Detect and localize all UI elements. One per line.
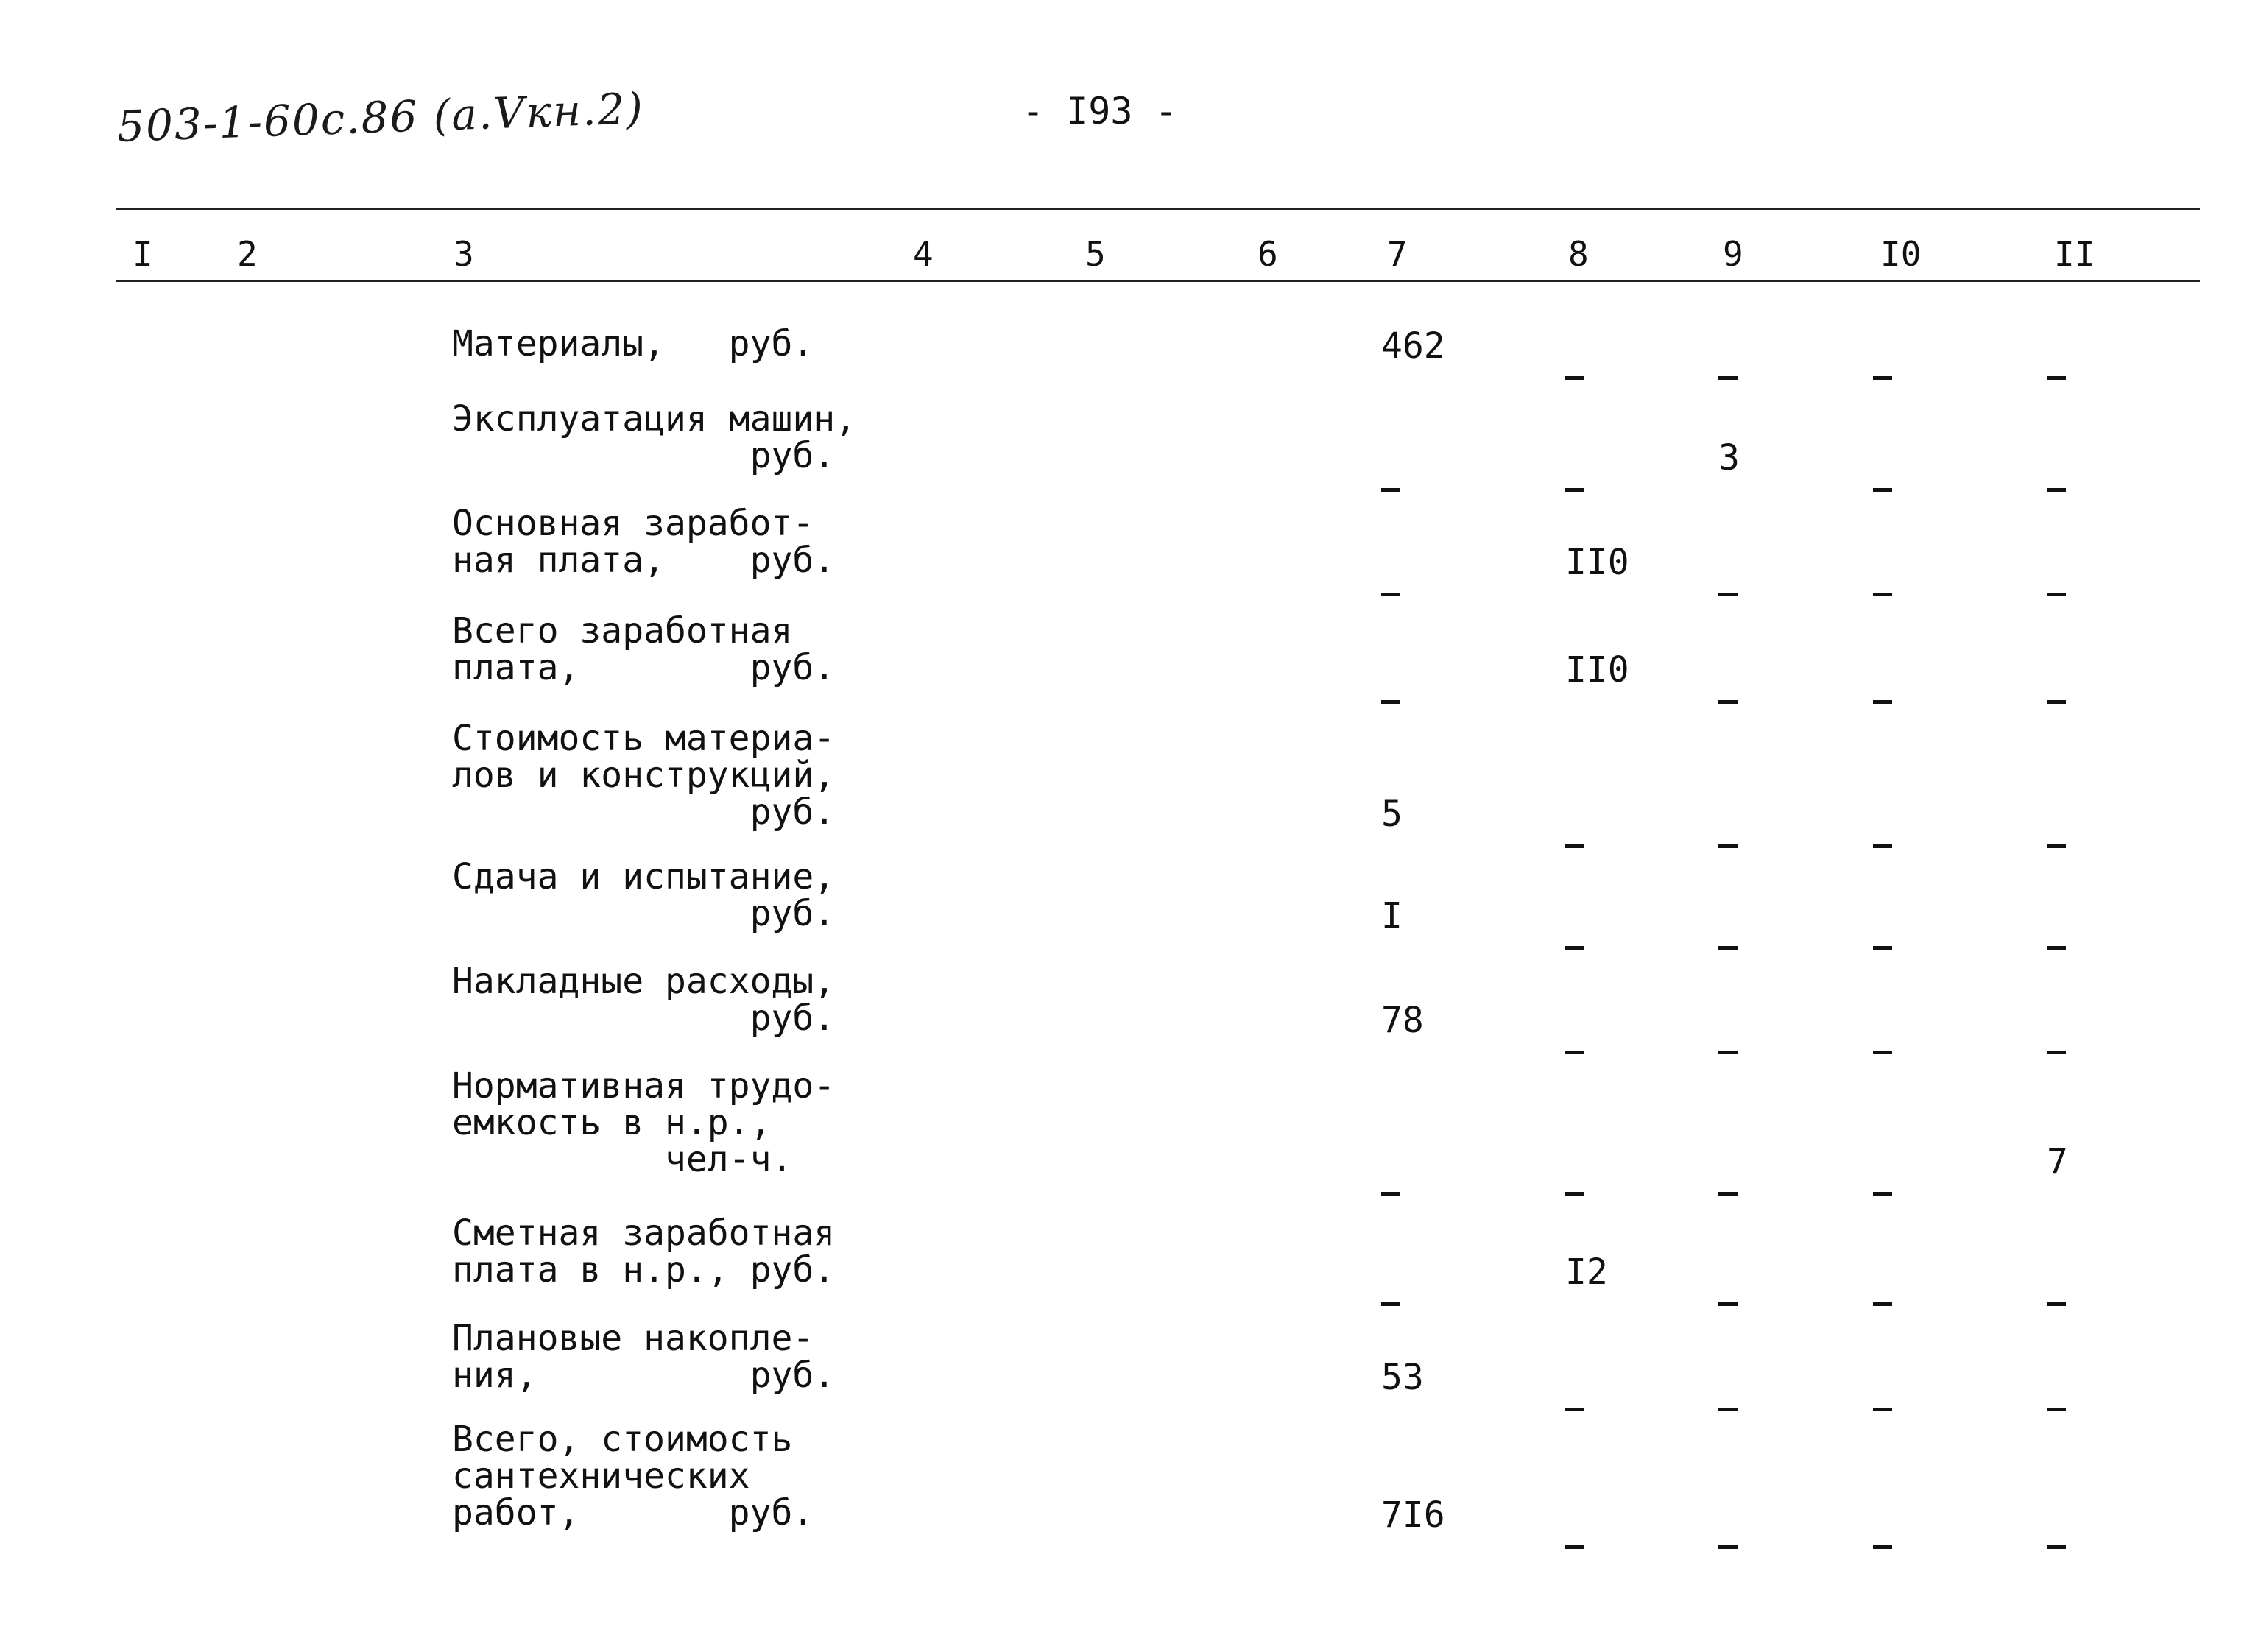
table-cell-col-11: [2047, 1517, 2066, 1558]
row-label: [452, 1320, 850, 1394]
table-cell-col-9: [1718, 564, 1738, 605]
table-cell-col-7: 462: [1381, 325, 1445, 367]
dash-mark: [1565, 1051, 1584, 1054]
row-label: [452, 610, 850, 688]
dash-mark: [2047, 946, 2066, 950]
row-label: [452, 963, 850, 1037]
table-cell-col-7: [1381, 671, 1400, 713]
row-label-line: руб.: [452, 435, 836, 476]
dash-mark: [1718, 700, 1738, 704]
row-label-line: Всего заработная: [452, 610, 793, 652]
dash-mark: [1381, 488, 1400, 492]
column-number-8: 8: [1568, 234, 1589, 274]
row-label-line: лов и конструкций,: [452, 755, 836, 796]
table-cell-col-7: [1381, 1274, 1400, 1315]
dash-mark: [1381, 593, 1400, 596]
table-cell-col-11: [2047, 347, 2066, 389]
dash-mark: [1873, 1408, 1892, 1411]
handwritten-reference: 503-1-60с.86 (а.Vкн.2): [116, 83, 646, 152]
dash-mark: [1873, 946, 1892, 950]
table-cell-col-10: [1873, 1274, 1892, 1315]
table-cell-col-7: 7I6: [1381, 1494, 1445, 1536]
dash-mark: [1873, 376, 1892, 380]
dash-mark: [1718, 1545, 1738, 1549]
dash-mark: [1718, 1302, 1738, 1306]
dash-mark: [1565, 488, 1584, 492]
table-cell-col-9: [1718, 1274, 1738, 1315]
header-top-rule: [116, 208, 2200, 210]
row-label: [452, 718, 850, 833]
table-cell-col-11: [2047, 917, 2066, 959]
column-number-11: II: [2054, 234, 2095, 274]
dash-mark: [1873, 844, 1892, 848]
table-cell-col-8: [1565, 1379, 1584, 1420]
dash-mark: [1718, 844, 1738, 848]
table-cell-col-9: [1718, 347, 1738, 389]
row-label: [452, 1212, 850, 1291]
row-label: [452, 398, 857, 476]
table-cell-col-9: [1718, 917, 1738, 959]
dash-mark: [2047, 376, 2066, 380]
row-label-line: Материалы, руб.: [452, 323, 814, 364]
table-cell-col-7: [1381, 1163, 1400, 1204]
table-cell-col-11: [2047, 564, 2066, 605]
row-label-line: Всего, стоимость: [452, 1419, 793, 1460]
row-label-line: Стоимость материа-: [452, 718, 836, 759]
dash-mark: [1873, 1192, 1892, 1196]
table-cell-col-11: [2047, 1274, 2066, 1315]
table-cell-col-8: II0: [1565, 542, 1629, 583]
table-cell-col-7: [1381, 459, 1400, 501]
dash-mark: [2047, 1302, 2066, 1306]
column-number-4: 4: [913, 234, 934, 274]
table-cell-col-10: [1873, 459, 1892, 501]
table-cell-col-8: [1565, 1163, 1584, 1204]
table-cell-col-10: [1873, 564, 1892, 605]
table-cell-col-10: [1873, 917, 1892, 959]
table-cell-col-8: [1565, 816, 1584, 857]
dash-mark: [2047, 488, 2066, 492]
table-cell-col-10: [1873, 671, 1892, 713]
row-label-line: сантехнических: [452, 1455, 750, 1497]
table-cell-col-8: II0: [1565, 649, 1629, 691]
dash-mark: [1873, 488, 1892, 492]
dash-mark: [1718, 376, 1738, 380]
row-label-line: Плановые накопле-: [452, 1318, 814, 1359]
dash-mark: [1381, 1192, 1400, 1196]
dash-mark: [1381, 1302, 1400, 1306]
dash-mark: [1565, 1192, 1584, 1196]
dash-mark: [2047, 593, 2066, 596]
table-cell-col-10: [1873, 1022, 1892, 1063]
row-label-line: Сдача и испытание,: [452, 856, 836, 897]
dash-mark: [1873, 1545, 1892, 1549]
dash-mark: [1718, 946, 1738, 950]
table-cell-col-8: [1565, 1022, 1584, 1063]
table-cell-col-11: [2047, 671, 2066, 713]
table-cell-col-7: [1381, 564, 1400, 605]
dash-mark: [1565, 1408, 1584, 1411]
table-cell-col-10: [1873, 1163, 1892, 1204]
table-cell-col-10: [1873, 347, 1892, 389]
row-label-line: Сметная заработная: [452, 1212, 836, 1254]
row-label-line: емкость в н.р.,: [452, 1102, 772, 1143]
table-cell-col-10: [1873, 1517, 1892, 1558]
dash-mark: [1381, 700, 1400, 704]
row-label-line: плата, руб.: [452, 647, 836, 688]
table-cell-col-8: [1565, 347, 1584, 389]
table-cell-col-11: 7: [2047, 1141, 2068, 1182]
table-cell-col-9: [1718, 1022, 1738, 1063]
dash-mark: [1718, 1051, 1738, 1054]
dash-mark: [1873, 1051, 1892, 1054]
table-cell-col-11: [2047, 459, 2066, 501]
table-cell-col-11: [2047, 816, 2066, 857]
row-label-line: ния, руб.: [452, 1355, 836, 1396]
dash-mark: [1565, 946, 1584, 950]
page-number: - I93 -: [1022, 90, 1177, 133]
table-cell-col-7: 78: [1381, 1000, 1424, 1041]
column-number-5: 5: [1085, 234, 1106, 274]
table-cell-col-9: 3: [1718, 437, 1740, 479]
row-label-line: плата в н.р., руб.: [452, 1249, 836, 1291]
row-label-line: ная плата, руб.: [452, 540, 836, 581]
row-label-line: Нормативная трудо-: [452, 1065, 836, 1106]
dash-mark: [1565, 844, 1584, 848]
row-label: [452, 1421, 850, 1531]
table-cell-col-8: [1565, 917, 1584, 959]
column-number-10: I0: [1880, 234, 1922, 274]
dash-mark: [1873, 593, 1892, 596]
row-label-line: руб.: [452, 791, 836, 833]
dash-mark: [1718, 1408, 1738, 1411]
row-label-line: руб.: [452, 893, 836, 934]
table-cell-col-10: [1873, 1379, 1892, 1420]
column-number-6: 6: [1258, 234, 1278, 274]
table-cell-col-7: I: [1381, 895, 1403, 936]
table-cell-col-7: 53: [1381, 1357, 1424, 1398]
dash-mark: [1565, 1545, 1584, 1549]
table-cell-col-8: [1565, 1517, 1584, 1558]
row-label-line: Накладные расходы,: [452, 961, 836, 1002]
table-cell-col-7: 5: [1381, 794, 1403, 835]
table-cell-col-11: [2047, 1022, 2066, 1063]
table-cell-col-9: [1718, 1517, 1738, 1558]
row-label-line: работ, руб.: [452, 1492, 814, 1533]
row-label-line: Эксплуатация машин,: [452, 398, 857, 440]
column-number-9: 9: [1723, 234, 1743, 274]
dash-mark: [1718, 593, 1738, 596]
table-cell-col-10: [1873, 816, 1892, 857]
table-cell-col-8: [1565, 459, 1584, 501]
table-cell-col-11: [2047, 1379, 2066, 1420]
row-label: [452, 858, 850, 932]
dash-mark: [2047, 1051, 2066, 1054]
table-cell-col-9: [1718, 1163, 1738, 1204]
column-number-1: I: [133, 234, 153, 274]
column-number-2: 2: [237, 234, 258, 274]
row-label: [452, 325, 850, 362]
header-bottom-rule: [116, 280, 2200, 282]
column-number-7: 7: [1387, 234, 1408, 274]
dash-mark: [2047, 1545, 2066, 1549]
column-number-3: 3: [454, 234, 474, 274]
row-label-line: чел-ч.: [452, 1139, 793, 1180]
row-label-line: Основная заработ-: [452, 503, 814, 544]
dash-mark: [2047, 700, 2066, 704]
row-label: [452, 505, 850, 579]
row-label-line: руб.: [452, 998, 836, 1039]
dash-mark: [1565, 376, 1584, 380]
table-cell-col-9: [1718, 671, 1738, 713]
dash-mark: [1718, 1192, 1738, 1196]
dash-mark: [1873, 700, 1892, 704]
row-label: [452, 1067, 850, 1178]
table-cell-col-9: [1718, 1379, 1738, 1420]
table-cell-col-9: [1718, 816, 1738, 857]
dash-mark: [2047, 844, 2066, 848]
table-cell-col-8: I2: [1565, 1252, 1608, 1293]
dash-mark: [1873, 1302, 1892, 1306]
dash-mark: [2047, 1408, 2066, 1411]
